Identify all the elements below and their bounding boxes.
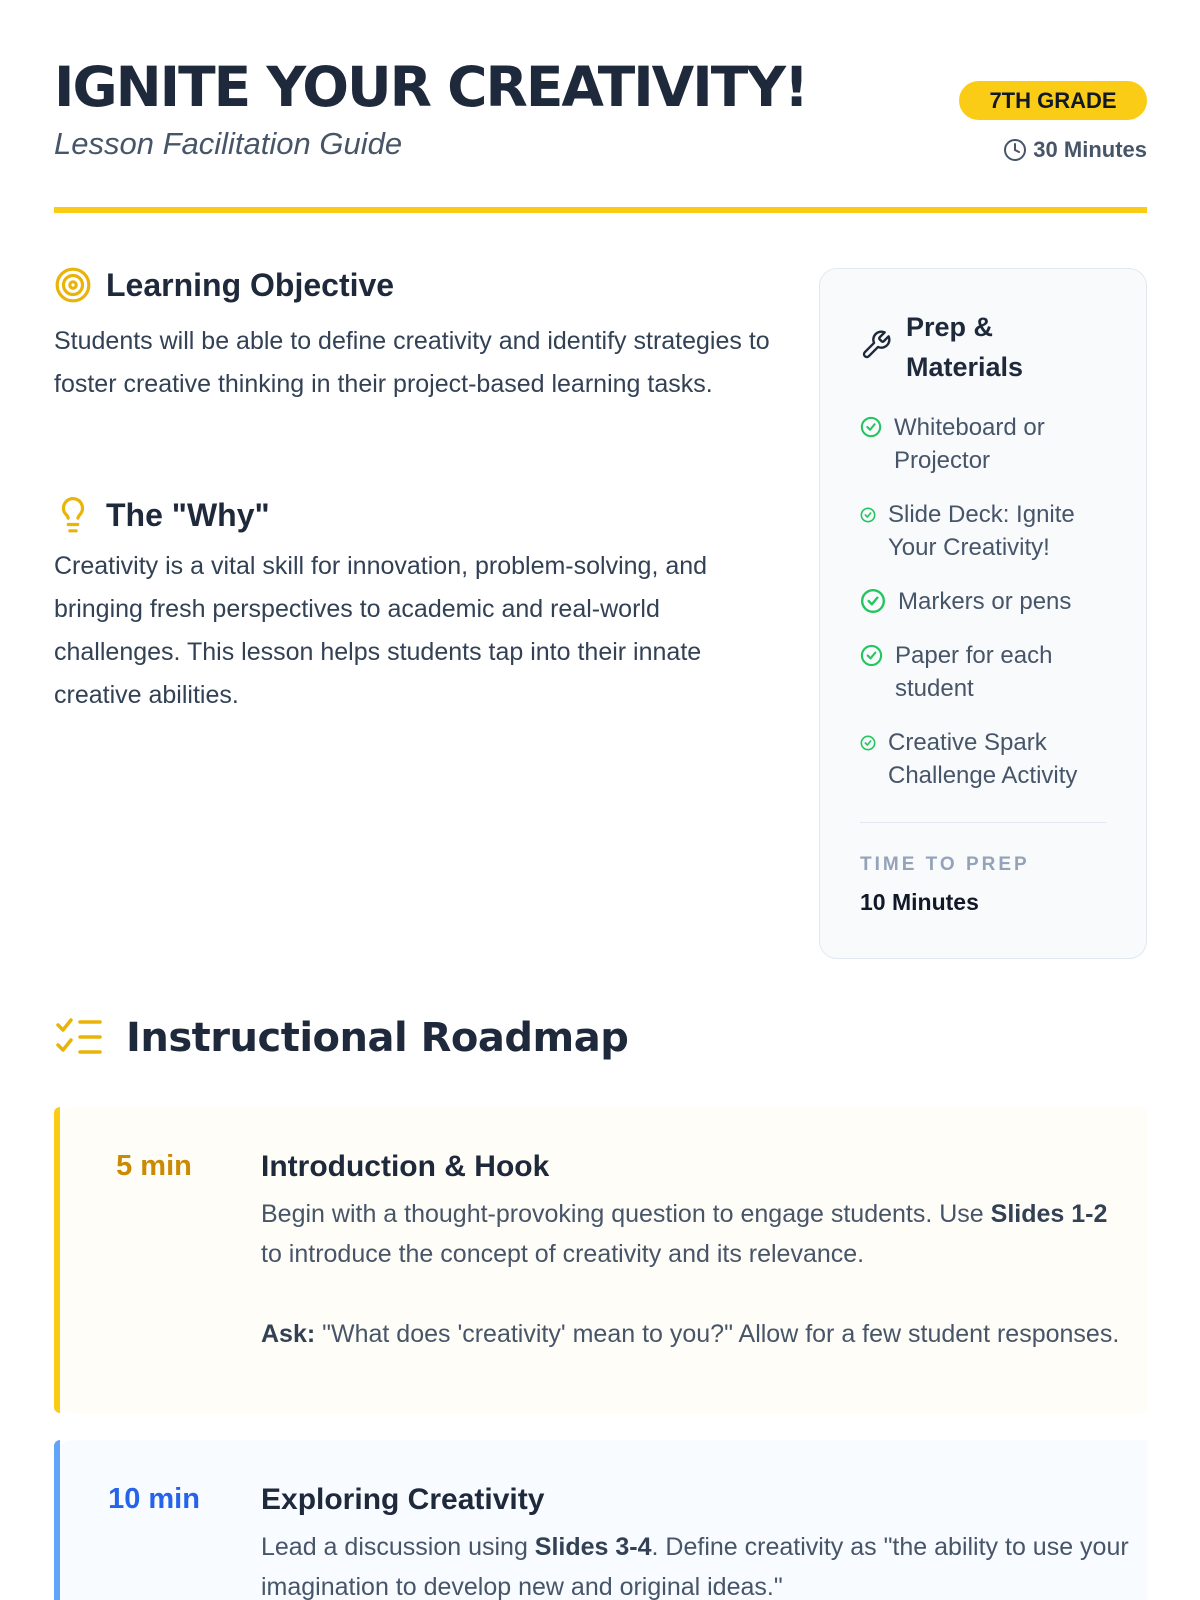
prep-time-value: 10 Minutes [860,889,979,915]
material-text: Slide Deck: Ignite Your Creativity! [888,501,1075,561]
check-circle-icon [860,507,876,523]
step-content [261,1483,1131,1600]
list-item [860,585,1120,618]
check-circle-icon [860,588,886,614]
step-time: 5 min [116,1150,192,1182]
list-item [860,411,1120,477]
clock-icon [1003,138,1027,162]
duration [1003,137,1147,163]
step-accent-bar [54,1440,60,1600]
prep-heading: Prep & Materials [906,312,1024,382]
roadmap-step-intro [54,1107,1147,1413]
grade-badge: 7TH GRADE [959,81,1147,120]
step-prompt: Ask: "What does 'creativity' mean to you?" Allow for a few student responses. [261,1320,1120,1348]
check-circle-icon [860,644,883,667]
step-description: Lead a discussion using Slides 3-4. Define creativity as "the ability to use your imagination to develop new and original ideas." [261,1533,1129,1600]
header-divider [54,207,1147,213]
page-title: IGNITE YOUR CREATIVITY! [54,55,808,119]
list-item [860,639,1120,705]
checklist-icon [54,1016,104,1060]
step-content [261,1150,1131,1354]
check-circle-icon [860,735,876,751]
prep-time-label: TIME TO PREP [860,854,1030,875]
prep-divider [860,822,1106,823]
material-text: Paper for each student [895,642,1053,702]
roadmap-step-exploring [54,1440,1147,1600]
list-item [860,498,1120,564]
roadmap-header [54,1015,628,1061]
material-text: Markers or pens [898,588,1072,615]
material-text: Creative Spark Challenge Activity [888,729,1078,789]
step-description: Begin with a thought-provoking question to engage students. Use Slides 1-2 to introduce the concept of creativity and its relevance. [261,1200,1108,1268]
step-title: Introduction & Hook [261,1150,550,1183]
list-item [860,726,1120,792]
objective-text: Students will be able to define creativity and identify strategies to foster creative thinking in their project-based learning tasks. [54,327,770,398]
page-subtitle: Lesson Facilitation Guide [54,126,403,161]
objective-header [54,266,394,304]
target-icon [54,266,92,304]
materials-list [860,411,1120,813]
why-heading: The "Why" [106,496,270,533]
step-time: 10 min [108,1483,200,1515]
prep-materials-card [819,268,1147,959]
lesson-page [54,0,1147,1600]
lightbulb-icon [54,496,92,534]
why-text: Creativity is a vital skill for innovation, problem-solving, and bringing fresh perspectives to academic and real-world challenges. This lesson helps students tap into their innate creative abilities. [54,552,708,709]
wrench-icon [860,329,892,361]
material-text: Whiteboard or Projector [894,414,1045,474]
duration-text: 30 Minutes [1033,137,1147,162]
objective-heading: Learning Objective [106,266,395,303]
roadmap-heading: Instructional Roadmap [126,1015,629,1061]
prep-header [860,307,1086,387]
check-circle-icon [860,416,882,438]
step-title: Exploring Creativity [261,1483,545,1516]
why-header [54,496,270,534]
